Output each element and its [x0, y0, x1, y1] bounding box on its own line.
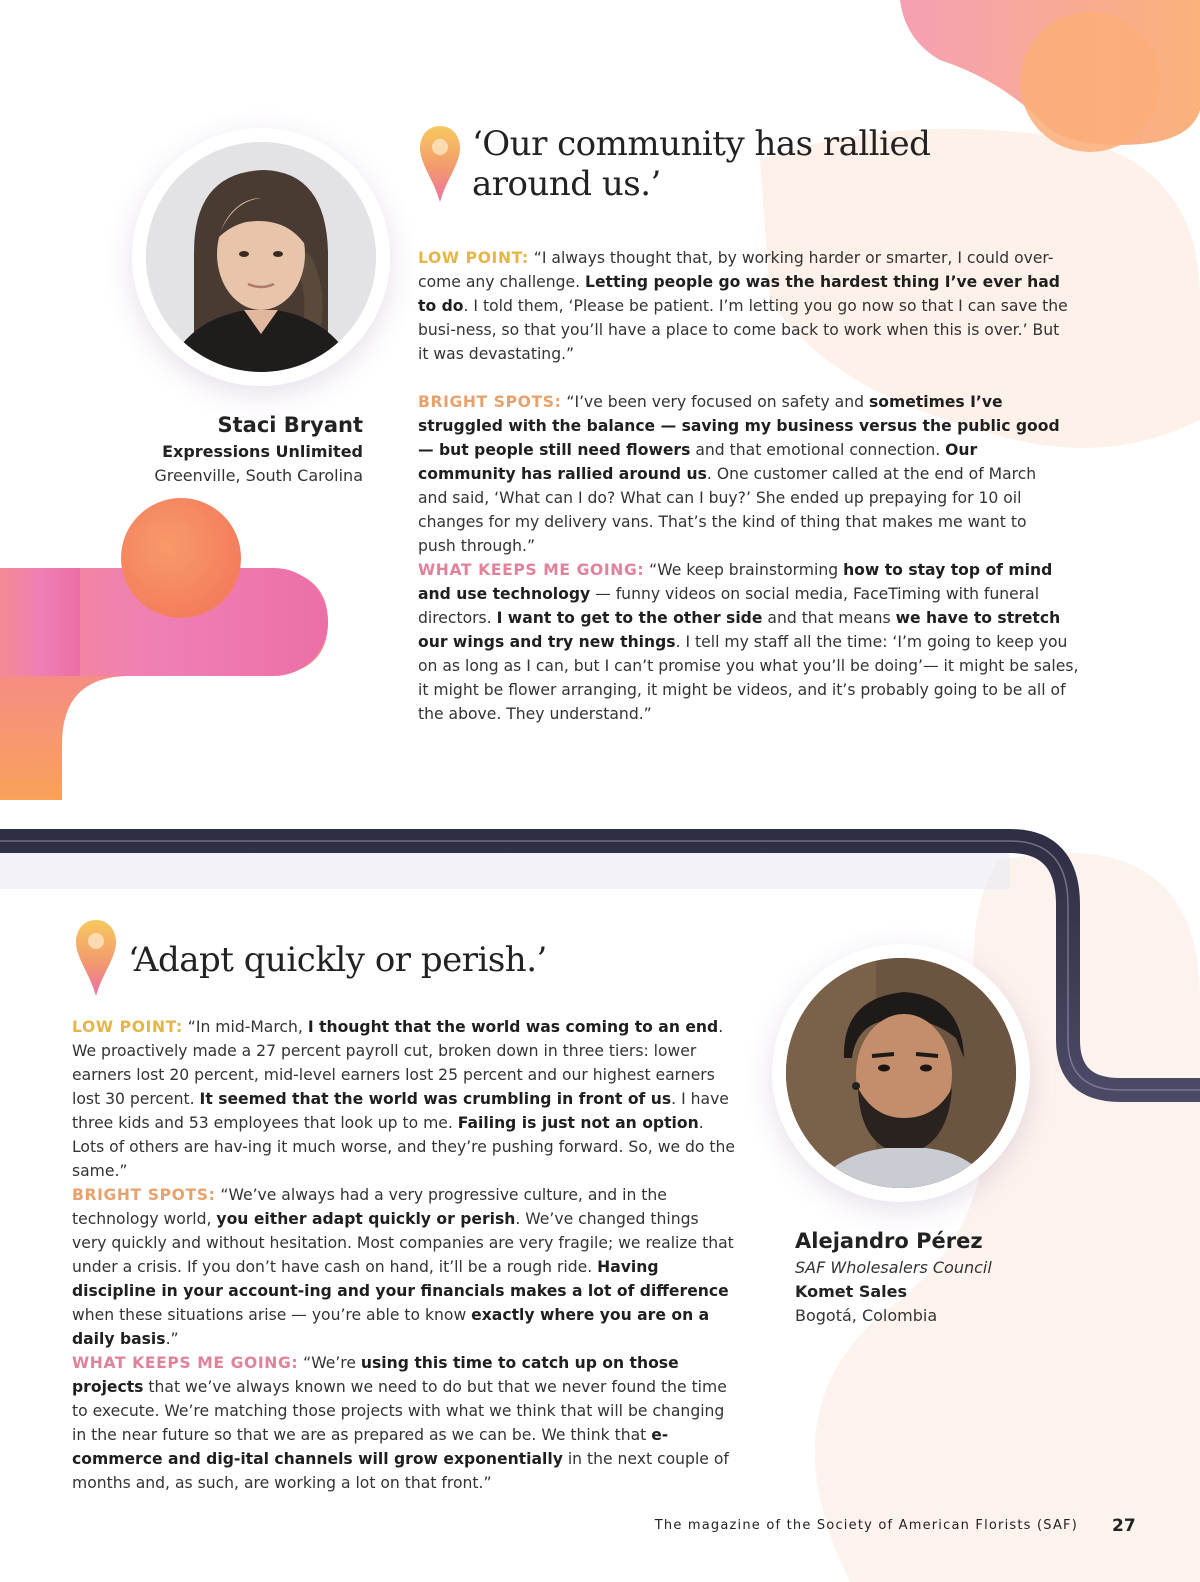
text-run: . I tell my staff all the time: ‘I’m going to keep you on as long as I can, but I can’t promise you what you’ll be doing’— it might be sales, it might be flower arranging, it might be videos, and it’s probably going to be all of the above. They understand.”: [418, 633, 1079, 723]
text-run: “In mid-March,: [182, 1018, 308, 1036]
text-run: . Lots of others are hav-ing it much worse, and they’re pushing forward. So, we do the same.”: [72, 1114, 736, 1180]
map-pin-icon: [74, 918, 118, 998]
text-run: .”: [165, 1330, 179, 1348]
map-pin-icon: [418, 124, 462, 204]
bold-text: It seemed that the world was crumbling in front of us: [199, 1090, 672, 1108]
keeps-going-label: WHAT KEEPS ME GOING:: [72, 1354, 299, 1372]
section-title: [472, 124, 930, 204]
top-right-circle: [1020, 12, 1160, 152]
bold-text: Having discipline in your account-ing and your financials makes a lot of difference: [72, 1258, 729, 1300]
person-location: Greenville, South Carolina: [154, 466, 363, 485]
text-run: in the next couple of months and, as such, are working a lot on that front.”: [72, 1450, 729, 1492]
person-location: Bogotá, Colombia: [795, 1306, 938, 1325]
bold-text: I thought that the world was coming to an end: [307, 1018, 719, 1036]
bold-text: you either adapt quickly or perish: [216, 1210, 516, 1228]
avatar-alejandro-perez: [772, 944, 1030, 1202]
person-organization: Expressions Unlimited: [162, 442, 363, 461]
bold-text: e-commerce and dig-ital channels will grow exponentially: [72, 1426, 669, 1468]
text-run: and that means: [762, 609, 896, 627]
title-line-1: ‘Our community has rallied: [472, 124, 931, 164]
text-run: . We proactively made a 27 percent payroll cut, broken down in three tiers: lower earners lost 20 percent, mid-level earners lost 25 percent and our highest earners lost 30 percent.: [72, 1018, 724, 1108]
bold-text: exactly where you are on a daily basis: [72, 1306, 710, 1348]
keeps-going-paragraph: [72, 1351, 737, 1495]
text-run: . One customer called at the end of March and said, ‘What can I do? What can I buy?’ She ended up prepaying for 10 oil changes for my delivery vans. That’s the kind of thing that makes me want to push through.”: [418, 465, 1037, 555]
text-run: and that emotional connection.: [690, 441, 946, 459]
text-run: “We’ve always had a very progressive culture, and in the technology world,: [72, 1186, 667, 1228]
bright-spots-label: BRIGHT SPOTS:: [418, 393, 562, 411]
text-run: . I have three kids and 53 employees that look up to me.: [72, 1090, 729, 1132]
orange-circle: [121, 498, 241, 618]
person-info-alejandro: [795, 1226, 1095, 1328]
low-point-label: LOW POINT:: [418, 249, 529, 267]
portrait-illustration: [146, 142, 376, 372]
text-run: that we’ve always known we need to do but that we never found the time to execute. We’re matching those projects with what we think that will be changing in the near future so that we are as prepared as we can be. We think that: [72, 1378, 727, 1444]
portrait-illustration: [786, 958, 1016, 1188]
bold-text: Our community has rallied around us: [418, 441, 978, 483]
low-point-paragraph: [418, 246, 1068, 366]
text-run: “I always thought that, by working harder or smarter, I could over-come any challenge.: [418, 249, 1054, 291]
avatar-staci-bryant: [132, 128, 390, 386]
text-run: when these situations arise — you’re able to know: [72, 1306, 472, 1324]
text-run: “We’re: [298, 1354, 361, 1372]
bold-text: I want to get to the other side: [496, 609, 763, 627]
text-run: . I told them, ‘Please be patient. I’m letting you go now so that I can save the busi-ness, so that you’ll have a place to come back to work when this is over.’ But it was devastating.”: [418, 297, 1068, 363]
text-run: — funny videos on social media, FaceTiming with funeral directors.: [418, 585, 1040, 627]
title-line-2: around us.’: [472, 164, 661, 204]
text-run: “We keep brainstorming: [644, 561, 844, 579]
bright-spots-paragraph: [418, 390, 1068, 558]
low-point-paragraph: [72, 1015, 737, 1183]
person-organization: Komet Sales: [795, 1282, 908, 1301]
bold-text: using this time to catch up on those projects: [72, 1354, 679, 1396]
bright-spots-label: BRIGHT SPOTS:: [72, 1186, 216, 1204]
low-point-label: LOW POINT:: [72, 1018, 183, 1036]
text-run: “I’ve been very focused on safety and: [561, 393, 869, 411]
person-name: Alejandro Pérez: [795, 1229, 983, 1253]
keeps-going-label: WHAT KEEPS ME GOING:: [418, 561, 645, 579]
bold-text: we have to stretch our wings and try new things: [418, 609, 1061, 651]
person-info-staci: [120, 410, 363, 488]
bold-text: Failing is just not an option: [457, 1114, 699, 1132]
magazine-footer: The magazine of the Society of American Florists (SAF): [654, 1518, 1078, 1533]
bright-spots-paragraph: [72, 1183, 737, 1351]
page-number: 27: [1112, 1516, 1136, 1536]
person-council: SAF Wholesalers Council: [795, 1258, 992, 1277]
keeps-going-paragraph: [418, 558, 1088, 726]
section-title: ‘Adapt quickly or perish.’: [128, 940, 547, 980]
text-run: . We’ve changed things very quickly and without hesitation. Most companies are very fragile; we realize that under a crisis. If you don’t have cash on hand, it’ll be a rough ride.: [72, 1210, 734, 1276]
person-name: Staci Bryant: [217, 413, 363, 437]
bold-text: sometimes I’ve struggled with the balance — saving my business versus the public good — but people still need flowers: [418, 393, 1060, 459]
bold-text: how to stay top of mind and use technology: [418, 561, 1053, 603]
bold-text: Letting people go was the hardest thing I’ve ever had to do: [418, 273, 1060, 315]
